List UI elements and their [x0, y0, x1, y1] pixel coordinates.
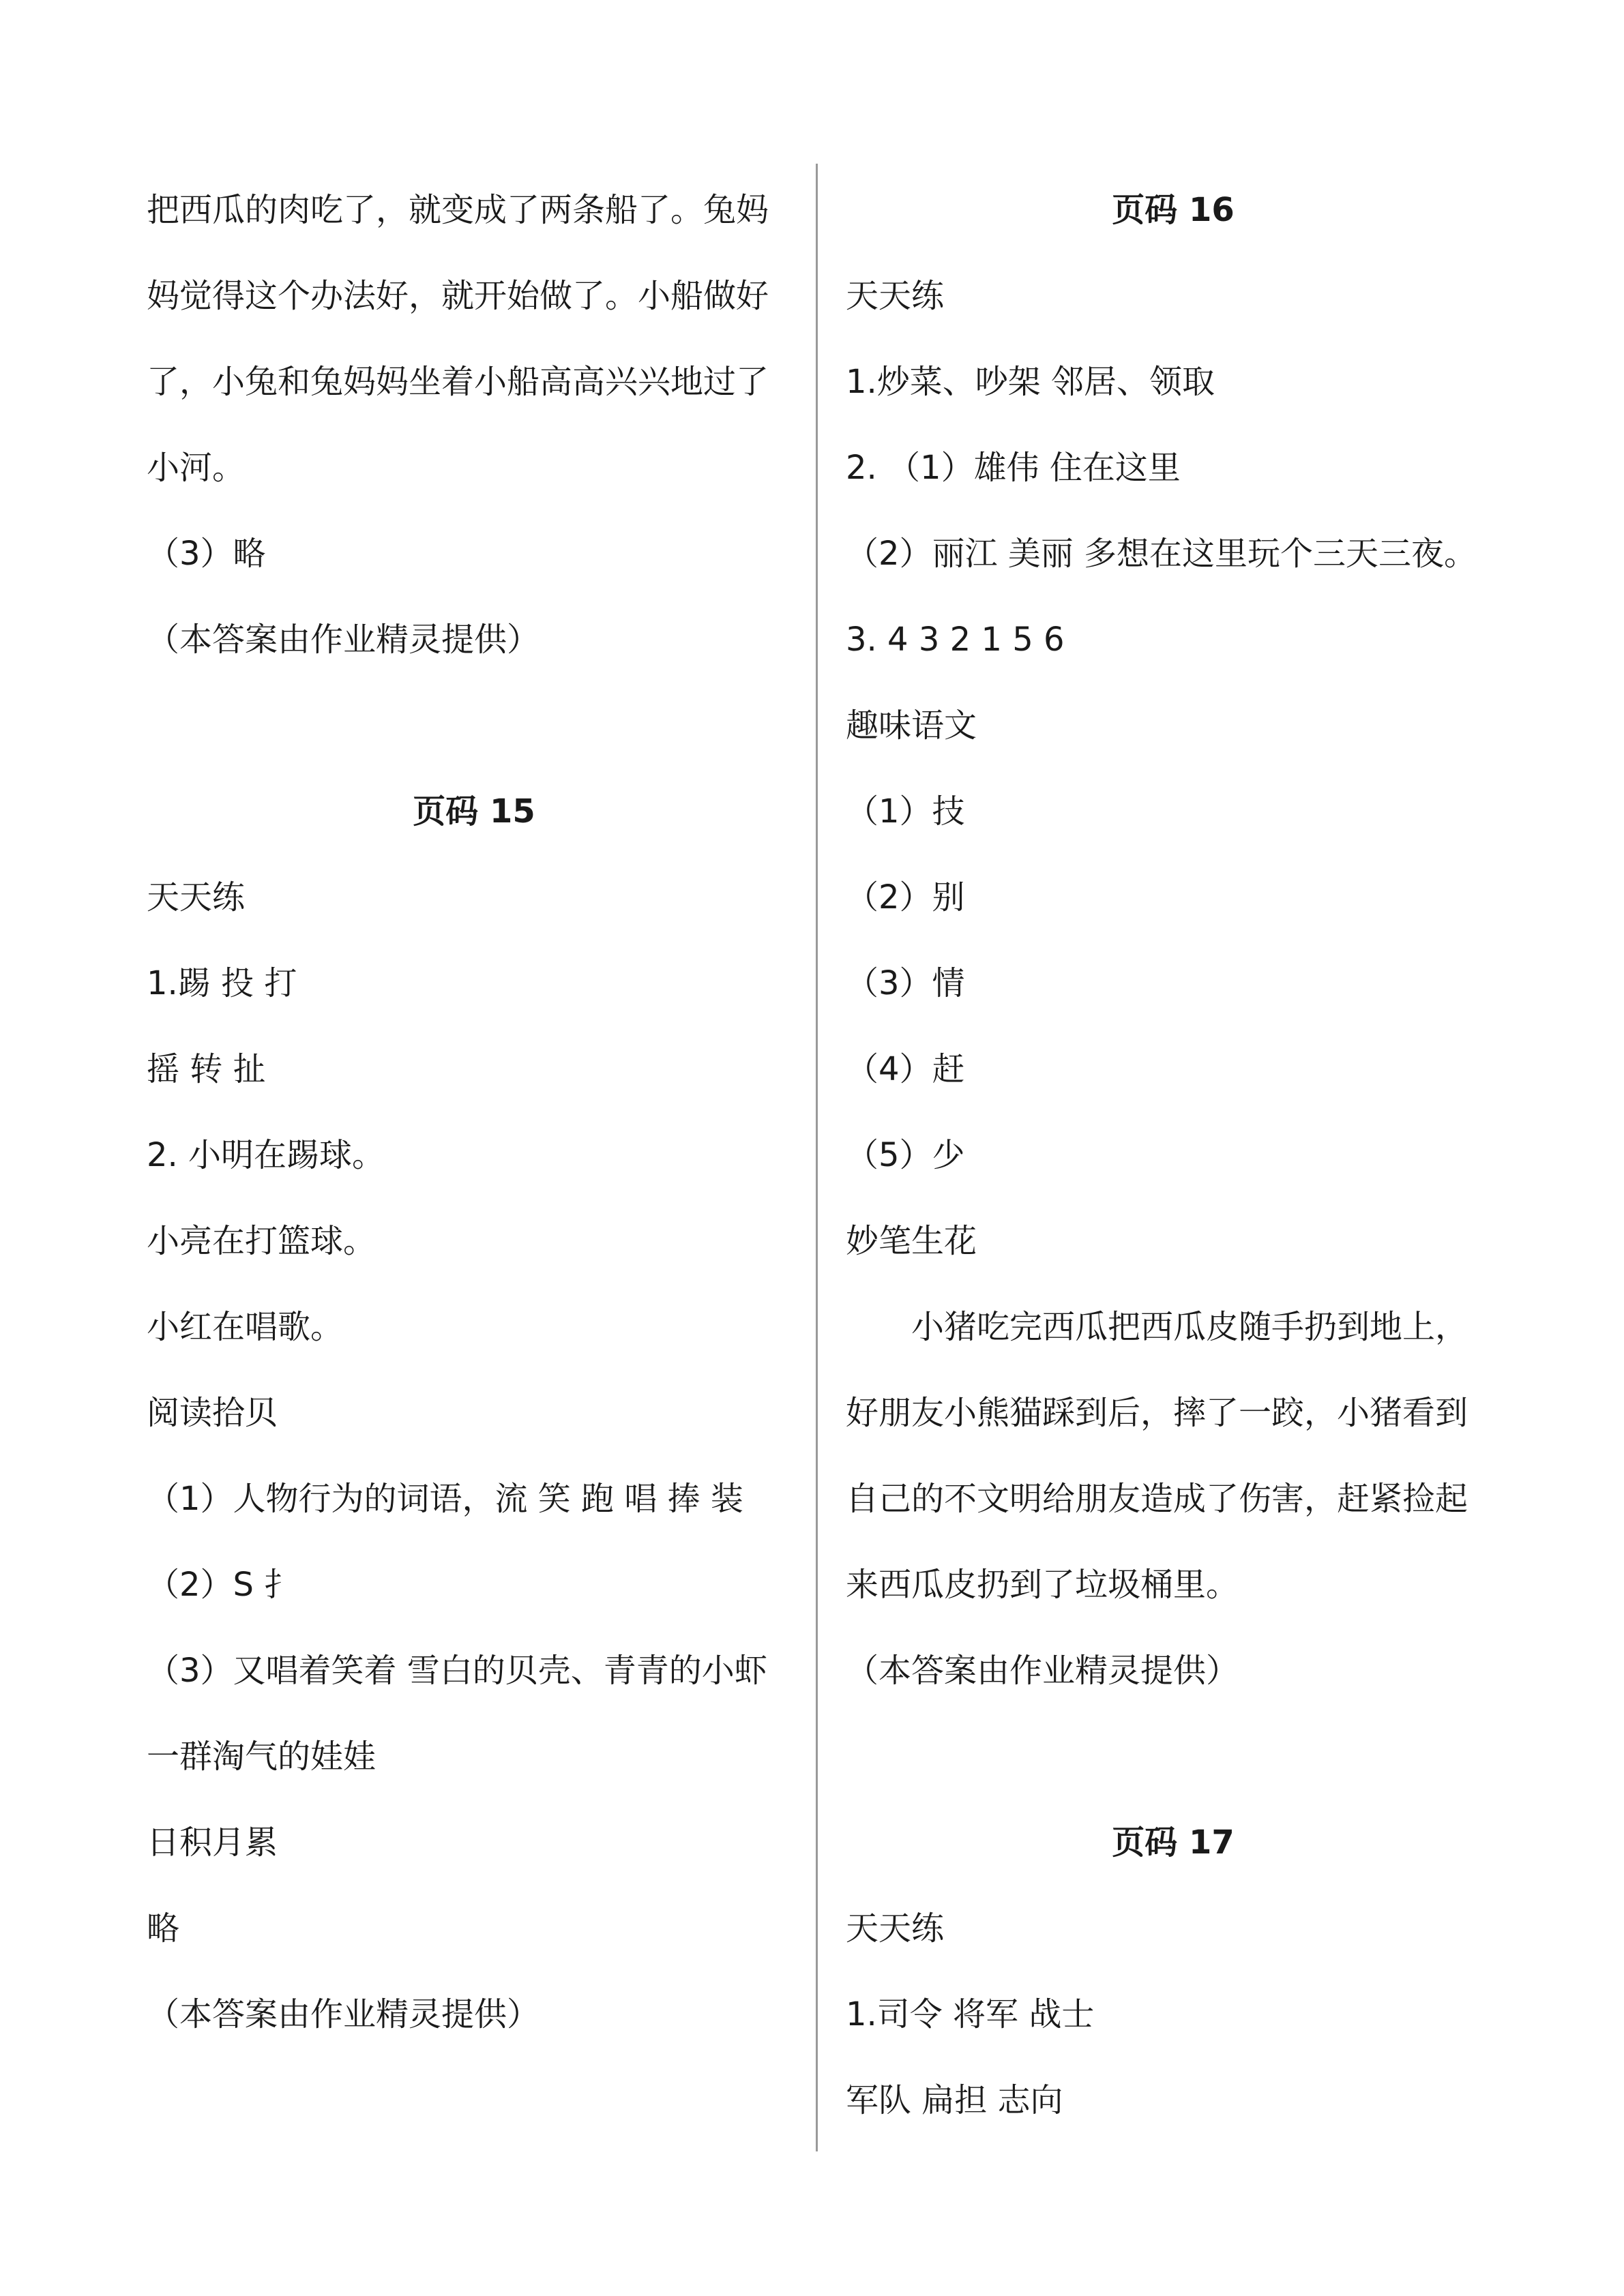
text-line: 妈觉得这个办法好，就开始做了。小船做好 — [147, 277, 769, 315]
section-gap — [846, 1714, 1501, 1800]
text-line: 了，小兔和兔妈妈坐着小船高高兴兴地过了 — [147, 363, 769, 401]
section-label: 天天练 — [846, 1909, 945, 1948]
text-line: （2）别 — [846, 878, 965, 916]
column-divider — [816, 164, 818, 2151]
source-note: （本答案由作业精灵提供） — [846, 1652, 1239, 1690]
text-line: 小亮在打篮球。 — [147, 1222, 377, 1260]
text-line: 小红在唱歌。 — [147, 1308, 344, 1346]
text-line: （1）技 — [846, 792, 965, 831]
section-gap — [147, 683, 801, 769]
section-label: 阅读拾贝 — [147, 1394, 278, 1432]
paragraph-line: 好朋友小熊猫踩到后，摔了一跤，小猪看到 — [846, 1394, 1468, 1432]
section-label: 天天练 — [846, 277, 945, 315]
text-line: （4）赶 — [846, 1050, 965, 1088]
text-line: 小河。 — [147, 449, 246, 487]
text-line: 3. 4 3 2 1 5 6 — [846, 621, 1065, 659]
source-note: （本答案由作业精灵提供） — [147, 1995, 540, 2033]
text-line: 2. 小明在踢球。 — [147, 1136, 385, 1174]
section-label: 天天练 — [147, 878, 246, 916]
paragraph-line: 自己的不文明给朋友造成了伤害，赶紧捡起 — [846, 1480, 1468, 1518]
source-note: （本答案由作业精灵提供） — [147, 621, 540, 659]
text-line: （2）S 扌 — [147, 1566, 297, 1604]
text-line: （3）又唱着笑着 雪白的贝壳、青青的小虾 — [147, 1652, 767, 1690]
page-15-heading: 页码 15 — [413, 792, 535, 831]
page-17-heading: 页码 17 — [1112, 1823, 1235, 1862]
text-line: 1.踢 投 打 — [147, 964, 297, 1002]
right-column — [846, 167, 1501, 2143]
text-line: 略 — [147, 1909, 180, 1948]
text-line: 军队 扁担 志向 — [846, 2081, 1063, 2119]
paragraph-line: 来西瓜皮扔到了垃圾桶里。 — [846, 1566, 1239, 1604]
left-column — [147, 167, 801, 2057]
paragraph-line: 小猪吃完西瓜把西瓜皮随手扔到地上， — [911, 1308, 1468, 1346]
text-line: （1）人物行为的词语，流 笑 跑 唱 捧 装 — [147, 1480, 743, 1518]
text-line: （3）情 — [846, 964, 965, 1002]
text-line: （5）少 — [846, 1136, 965, 1174]
section-label: 妙笔生花 — [846, 1222, 977, 1260]
text-line: 1.炒菜、吵架 邻居、领取 — [846, 363, 1215, 401]
page-16-heading: 页码 16 — [1112, 191, 1235, 229]
text-line: 摇 转 扯 — [147, 1050, 266, 1088]
text-line: （3）略 — [147, 535, 266, 573]
text-line: 一群淘气的娃娃 — [147, 1738, 377, 1776]
text-line: 2. （1）雄伟 住在这里 — [846, 449, 1181, 487]
text-line: 把西瓜的肉吃了，就变成了两条船了。兔妈 — [147, 191, 769, 229]
section-label: 趣味语文 — [846, 706, 977, 745]
text-line: 1.司令 将军 战士 — [846, 1995, 1095, 2033]
text-line: （2）丽江 美丽 多想在这里玩个三天三夜。 — [846, 535, 1477, 573]
section-label: 日积月累 — [147, 1823, 278, 1862]
